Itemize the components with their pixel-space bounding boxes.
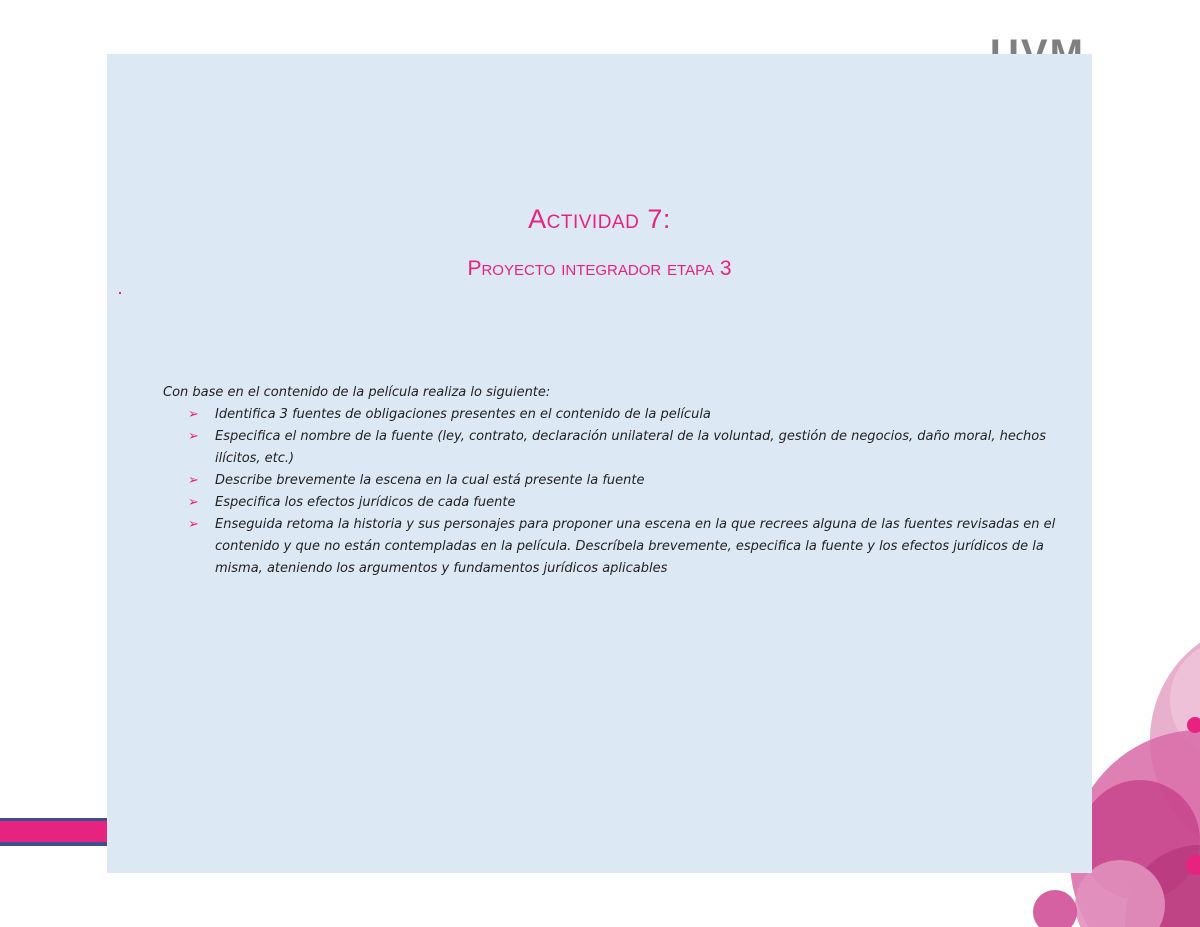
marker-dot: [119, 292, 121, 294]
list-item: [163, 404, 1073, 426]
arrow-bullet-icon: ➢: [188, 429, 199, 444]
task-list: [163, 404, 1073, 580]
list-item-text: Identifica 3 fuentes de obligaciones presentes en el contenido de la película: [215, 407, 711, 422]
arrow-bullet-icon: ➢: [188, 473, 199, 488]
list-item-text: Enseguida retoma la historia y sus personajes para proponer una escena en la que recrees alguna de las fuentes revisadas en el contenido y que no están contempladas en la película. Descríbela brevemente, especifica la fuente y los efectos jurídicos de la misma, ateniendo los argumentos y fundamentos jurídicos aplicables: [215, 517, 1056, 576]
list-item: [163, 492, 1073, 514]
list-item: [163, 470, 1073, 492]
list-item-text: Describe brevemente la escena en la cual está presente la fuente: [215, 473, 645, 488]
list-item: [163, 426, 1073, 470]
arrow-bullet-icon: ➢: [188, 495, 199, 510]
list-item-text: Especifica los efectos jurídicos de cada fuente: [215, 495, 516, 510]
arrow-bullet-icon: ➢: [188, 517, 199, 532]
intro-text: Con base en el contenido de la película realiza lo siguiente:: [163, 385, 551, 400]
instructions: [163, 382, 1073, 580]
list-item-text: Especifica el nombre de la fuente (ley, contrato, declaración unilateral de la voluntad, gestión de negocios, daño moral, hechos ilícitos, etc.): [215, 429, 1046, 466]
left-accent-bar-pink: [0, 821, 110, 842]
arrow-bullet-icon: ➢: [188, 407, 199, 422]
document-panel: [107, 54, 1092, 873]
page-title: Actividad 7:: [528, 204, 671, 234]
list-item: [163, 514, 1073, 580]
page-subtitle: Proyecto integrador etapa 3: [467, 257, 732, 280]
